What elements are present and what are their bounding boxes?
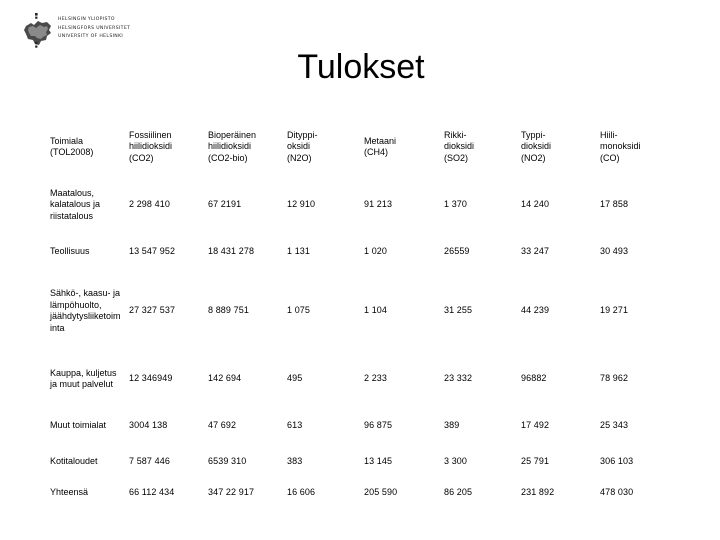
table-cell-co2-fossil: 2 298 410 bbox=[129, 199, 170, 210]
column-header-line: Toimiala bbox=[50, 135, 84, 146]
row-label-line: jäähdytysliiketoim bbox=[50, 311, 121, 321]
row-label bbox=[50, 234, 129, 270]
table-row bbox=[50, 446, 660, 478]
row-label-line: Kotitaloudet bbox=[50, 456, 98, 467]
table-cell-so2: 23 332 bbox=[444, 373, 473, 384]
table-header-row bbox=[50, 118, 660, 176]
column-header-line: (CO2) bbox=[129, 152, 154, 163]
column-header-line: dioksidi bbox=[521, 141, 552, 152]
table-cell-so2: 3 300 bbox=[444, 456, 468, 467]
column-header-no2 bbox=[521, 118, 600, 176]
table-cell-co: 478 030 bbox=[600, 487, 634, 498]
table-cell-co: 30 493 bbox=[600, 246, 629, 257]
column-header-line: (N2O) bbox=[287, 152, 312, 163]
table-row bbox=[50, 176, 660, 234]
table-cell-n2o: 1 131 bbox=[287, 246, 311, 257]
column-header-line: Bioperäinen bbox=[208, 129, 257, 140]
table-cell-co2-bio: 18 431 278 bbox=[208, 246, 255, 257]
table-cell-co2-bio: 47 692 bbox=[208, 420, 237, 431]
row-label-line: kalatalous ja bbox=[50, 199, 101, 210]
table-cell-co2-bio: 6539 310 bbox=[208, 456, 247, 467]
column-header-line: Rikki- bbox=[444, 129, 467, 140]
column-header-line: Hiili- bbox=[600, 129, 618, 140]
column-header-n2o bbox=[287, 118, 364, 176]
row-label-line: riistatalous bbox=[50, 210, 94, 221]
column-header-line: (SO2) bbox=[444, 152, 469, 163]
logo-line: HELSINGFORS UNIVERSITET bbox=[58, 25, 131, 31]
row-label-line: ja muut palvelut bbox=[50, 379, 114, 389]
logo-line: UNIVERSITY OF HELSINKI bbox=[58, 34, 124, 40]
column-header-line: (TOL2008) bbox=[50, 147, 94, 157]
row-label-line: Maatalous, bbox=[50, 187, 95, 198]
table-cell-no2: 14 240 bbox=[521, 199, 550, 210]
column-header-line: Dityppi- bbox=[287, 129, 318, 140]
column-header-line: oksidi bbox=[287, 141, 311, 152]
column-header-co2-bio bbox=[208, 118, 287, 176]
row-label bbox=[50, 270, 129, 352]
table-cell-no2: 25 791 bbox=[521, 456, 550, 467]
table-cell-n2o: 495 bbox=[287, 373, 303, 384]
table-cell-ch4: 1 104 bbox=[364, 305, 388, 316]
row-label bbox=[50, 352, 129, 406]
table-cell-ch4: 13 145 bbox=[364, 456, 393, 467]
column-header-line: dioksidi bbox=[444, 141, 475, 152]
column-header-line: (CO) bbox=[600, 152, 620, 163]
column-header-line: Fossiilinen bbox=[129, 129, 172, 140]
column-header-industry bbox=[50, 118, 129, 176]
column-header-line: (NO2) bbox=[521, 152, 546, 163]
table-body bbox=[50, 176, 660, 508]
table-cell-so2: 86 205 bbox=[444, 487, 473, 498]
table-cell-so2: 26559 bbox=[444, 246, 470, 257]
table-cell-co: 17 858 bbox=[600, 199, 629, 210]
row-label bbox=[50, 176, 129, 234]
column-header-line: hiilidioksidi bbox=[208, 141, 252, 152]
table-cell-ch4: 2 233 bbox=[364, 373, 388, 384]
table-cell-co2-bio: 347 22 917 bbox=[208, 487, 255, 498]
table-cell-ch4: 96 875 bbox=[364, 420, 393, 431]
column-header-so2 bbox=[444, 118, 521, 176]
column-header-line: (CO2-bio) bbox=[208, 152, 248, 163]
row-label-line: Sähkö-, kaasu- ja bbox=[50, 288, 121, 298]
table-cell-n2o: 16 606 bbox=[287, 487, 316, 498]
table-cell-so2: 389 bbox=[444, 420, 460, 431]
row-label-line: Yhteensä bbox=[50, 487, 89, 498]
table-cell-co2-fossil: 13 547 952 bbox=[129, 246, 176, 257]
table-cell-no2: 17 492 bbox=[521, 420, 550, 431]
column-header-line: (CH4) bbox=[364, 147, 388, 157]
table-cell-ch4: 1 020 bbox=[364, 246, 388, 257]
logo-wordmark bbox=[58, 16, 130, 42]
table-row bbox=[50, 406, 660, 446]
row-label-line: inta bbox=[50, 322, 65, 333]
table-cell-co2-bio: 67 2191 bbox=[208, 199, 242, 210]
table-row bbox=[50, 234, 660, 270]
row-label-line: Kauppa, kuljetus bbox=[50, 367, 117, 378]
row-label bbox=[50, 406, 129, 446]
page-title bbox=[0, 48, 720, 87]
table-row bbox=[50, 478, 660, 508]
table-cell-co2-fossil: 7 587 446 bbox=[129, 456, 170, 467]
column-header-line: Typpi- bbox=[521, 129, 546, 140]
university-logo bbox=[22, 12, 132, 50]
column-header-line: Metaani bbox=[364, 135, 397, 146]
column-header-line: hiilidioksidi bbox=[129, 141, 173, 152]
table-cell-so2: 31 255 bbox=[444, 305, 473, 316]
table-cell-co2-fossil: 12 346949 bbox=[129, 373, 173, 384]
table-cell-co: 25 343 bbox=[600, 420, 629, 431]
table-row bbox=[50, 352, 660, 406]
table-cell-no2: 44 239 bbox=[521, 305, 550, 316]
table-cell-co2-fossil: 3004 138 bbox=[129, 420, 168, 431]
column-header-co2-fossil bbox=[129, 118, 208, 176]
table-cell-n2o: 613 bbox=[287, 420, 303, 431]
table-cell-so2: 1 370 bbox=[444, 199, 468, 210]
row-label-line: Teollisuus bbox=[50, 246, 90, 257]
column-header-line: monoksidi bbox=[600, 141, 641, 152]
table-cell-co2-fossil: 27 327 537 bbox=[129, 305, 176, 316]
table-cell-n2o: 383 bbox=[287, 456, 303, 467]
row-label bbox=[50, 478, 129, 508]
table-cell-n2o: 1 075 bbox=[287, 305, 311, 316]
table-cell-co: 78 962 bbox=[600, 373, 629, 384]
table-cell-ch4: 91 213 bbox=[364, 199, 393, 210]
university-emblem-icon bbox=[22, 12, 54, 50]
table-cell-co: 19 271 bbox=[600, 305, 629, 316]
row-label bbox=[50, 446, 129, 478]
table-cell-no2: 96882 bbox=[521, 373, 547, 384]
table-cell-no2: 33 247 bbox=[521, 246, 550, 257]
column-header-co bbox=[600, 118, 660, 176]
table-cell-co2-bio: 142 694 bbox=[208, 373, 242, 384]
page-title-text: Tulokset bbox=[297, 48, 425, 86]
table-row bbox=[50, 270, 660, 352]
results-table bbox=[50, 118, 660, 508]
table-cell-n2o: 12 910 bbox=[287, 199, 316, 210]
table-cell-co2-bio: 8 889 751 bbox=[208, 305, 249, 316]
row-label-line: Muut toimialat bbox=[50, 420, 107, 431]
table-cell-no2: 231 892 bbox=[521, 487, 555, 498]
table-cell-co2-fossil: 66 112 434 bbox=[129, 487, 175, 498]
column-header-ch4 bbox=[364, 118, 444, 176]
logo-line: HELSINGIN YLIOPISTO bbox=[58, 17, 115, 22]
row-label-line: lämpöhuolto, bbox=[50, 299, 102, 310]
table-cell-ch4: 205 590 bbox=[364, 487, 398, 498]
table-cell-co: 306 103 bbox=[600, 456, 634, 467]
